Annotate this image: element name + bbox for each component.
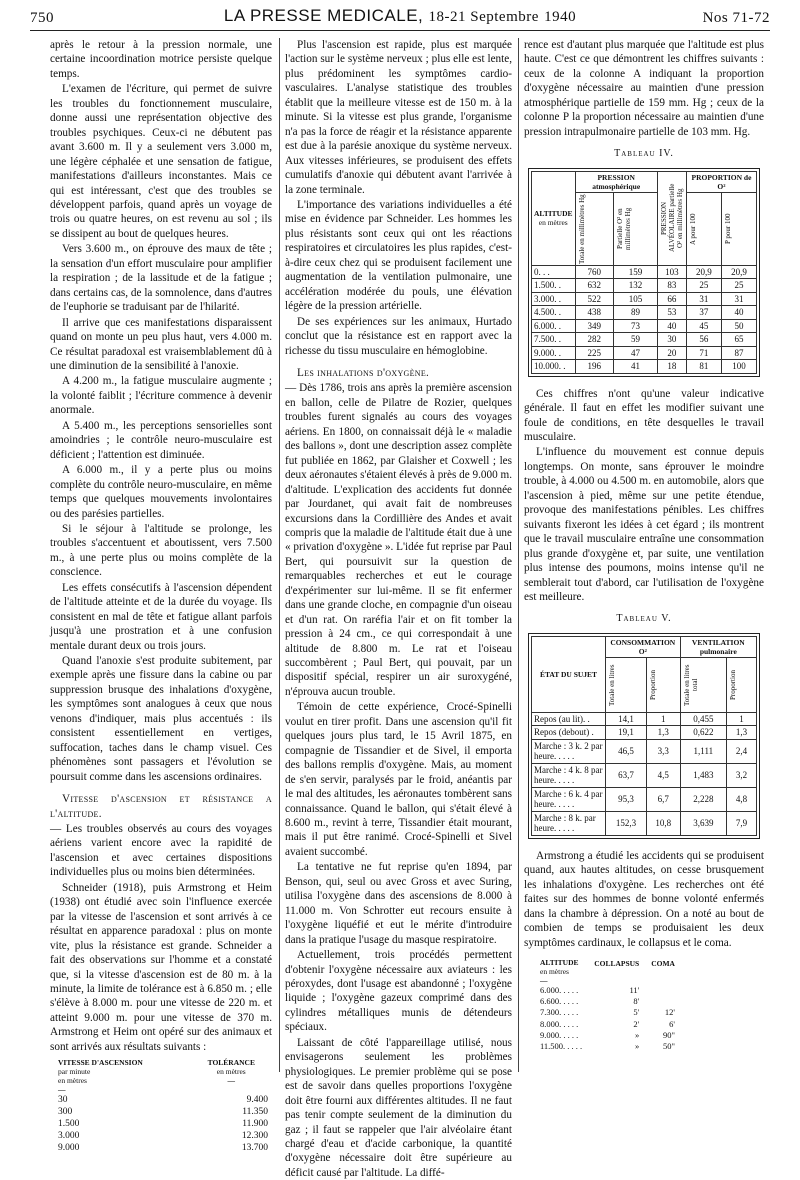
table-cell: 282: [575, 333, 614, 347]
table-row: [54, 1094, 272, 1106]
table-row: [532, 739, 757, 763]
table-cell: 87: [721, 346, 756, 360]
table-cell: 9.000. . . . .: [540, 1029, 579, 1040]
table-row: [534, 1030, 681, 1041]
table-row: [54, 1130, 272, 1142]
table-cell: 6': [669, 1018, 675, 1029]
table-cell: 18: [657, 360, 686, 374]
table-cell: 152,3: [605, 811, 646, 835]
table-cell: 19,1: [605, 726, 646, 740]
table-row: [534, 996, 681, 1007]
column-divider: [518, 38, 519, 1072]
table-cell: 7.300. . . . .: [540, 1007, 579, 1018]
table-row: [532, 346, 757, 360]
table-cell: 159: [614, 265, 658, 279]
table-cell: 81: [686, 360, 721, 374]
table-cell: 1,3: [646, 726, 680, 740]
table-cell: 10,8: [646, 811, 680, 835]
paragraph: Laissant de côté l'appareillage utilisé, nous envisagerons seulement les problèmes physiologiques. Le premier problème qui se pose est de savoir dans quelles proportions l'oxygène doit être fourni aux différentes altitudes. Il ne faut pas tenir compte seulement de la diminution du gaz ; il faut se rappeler que l'air alvéolaire étant chargé d'eau et d'acide carbonique, la quantité d'oxygène nécessaire doit être supérieure au déficit causé par l'altitude. La diffé-: [285, 1036, 512, 1179]
table-cell: 760: [575, 265, 614, 279]
table-cell: 66: [657, 292, 686, 306]
paragraph: rence est d'autant plus marquée que l'altitude est plus haute. C'est ce que démontrent les chiffres suivants : ceux de la colonne A indiquant la proportion d'oxygène nécessaire au maintien d'une pression atmosphérique partielle de 159 mm. Hg ; ceux de la colonne P la proportion nécessaire au maintien d'une pression intrapulmonaire partielle de 103 mm. Hg.: [524, 39, 764, 138]
table-cell: 12.300: [241, 1131, 268, 1142]
paragraph: L'importance des variations individuelles a été mise en évidence par Schneider. Les hommes les plus résistants sont ceux qui ont les réactions respiratoires et circulatoires les plus rapides, c'est-à-dire ceux chez qui se produisent facilement une augmentation de la ventilation pulmonaire, une accélération modérée du pouls, une élévation légère de la pression artérielle.: [285, 198, 512, 313]
table-cell: 522: [575, 292, 614, 306]
table-cell: 56: [686, 333, 721, 347]
table-cell: 1.500: [58, 1119, 80, 1130]
table-caption: Tableau V.: [616, 613, 672, 625]
paragraph: Témoin de cette expérience, Crocé-Spinelli voulut en tirer profit. Dans une ascension qu'il fit quelques jours plus tard, le 15 Avril 1875, en compagnie de Tissandier et de Sivel, il emporta des ballons remplis d'oxygène. Mais, au moment de s'en servir, paralysés par le froid, anéantis par le mal des altitudes, les aéronautes tombèrent sans connaissance. Quand le ballon, qui s'était élevé à 8.600 m., revint à terre, Tissandier était mourant, mais il put être ranimé. Crocé-Spinelli et Sivel avaient succombé.: [285, 701, 512, 858]
paragraph: Il arrive que ces manifestations disparaissent quand on monte un peu plus haut, vers 4.000 m. Ce résultat paradoxal est vraisemblablement dû à une diminution de la sensibilité à l'anoxie.: [50, 316, 272, 372]
table-cell: Marche : 4 k. 8 par heure. . . . .: [532, 763, 606, 787]
table-cell: 63,7: [605, 763, 646, 787]
paragraph: Vers 3.600 m., on éprouve des maux de tête ; la sensation d'un effort musculaire pour amplifier la respiration ; de la lassitude et de la fatigue ; dans certains cas, de la somnolence, dans d'autres de l'euphorie se traduisant par de l'hilarité.: [50, 243, 272, 314]
table-row: [532, 306, 757, 320]
table-row: [532, 360, 757, 374]
table-cell: 438: [575, 306, 614, 320]
table-caption: Tableau IV.: [614, 148, 674, 160]
table-cell: 0,622: [680, 726, 726, 740]
table-cell: 225: [575, 346, 614, 360]
table-cell: »: [634, 1029, 640, 1040]
table-cell: 7.500. .: [532, 333, 576, 347]
table-cell: 5': [633, 1007, 640, 1018]
table-cell: 37: [686, 306, 721, 320]
table-cell: 7,9: [727, 811, 757, 835]
paragraph: Les effets consécutifs à l'ascension dépendent de l'altitude atteinte et de la durée du voyage. Ils consistent en mal de tête et fatigue allant parfois jusqu'à une prostration et à une confusion mentale durant deux ou trois jours.: [50, 581, 272, 652]
paragraph: Plus l'ascension est rapide, plus est marquée l'action sur le système nerveux ; plus elle est lente, plus prédominent les symptômes cardio-vasculaires. L'analyse statistique des troubles établit que la meilleure vitesse est de 150 m. à la minute. Si la vitesse est plus grande, l'organisme n'a pas la force de réagir et la résistance apparente est due à la parésie anoxique du système nerveux. Aux vitesses inférieures, se produisent des effets cumulatifs d'anoxie qui débutent avant l'arrivée à la zone terminale.: [285, 39, 512, 196]
table-cell: 1,111: [680, 739, 726, 763]
header-rule: [30, 30, 770, 31]
table-cell: 31: [721, 292, 756, 306]
table-cell: 9.000: [58, 1143, 80, 1154]
paragraph: A 5.400 m., les perceptions sensorielles sont amoindries ; le contrôle neuro-musculaire est déficient ; l'attention est diminuée.: [50, 419, 272, 461]
table-row: [54, 1106, 272, 1118]
table-row: [532, 811, 757, 835]
paragraph: — Les troubles observés au cours des voyages aériens varient encore avec la rapidité de l'ascension et avec certaines dispositions individuelles plus ou moins bien déterminées.: [50, 823, 272, 879]
table-cell: 12': [664, 1007, 675, 1018]
table-cell: Marche : 3 k. 2 par heure. . . . .: [532, 739, 606, 763]
paragraph: Armstrong a étudié les accidents qui se produisent quand, aux hautes altitudes, on cesse brusquement les inhalations d'oxygène. Les recherches ont été faites sur des hommes de bonne volonté enfermés dans la chambre à dépression. On a noté au bout de combien de temps se produisaient les deux symptômes cardinaux, le collapsus et le coma.: [524, 849, 764, 949]
table-cell: 95,3: [605, 787, 646, 811]
table-row: [532, 292, 757, 306]
table-row: [532, 726, 757, 740]
paragraph: L'examen de l'écriture, qui permet de suivre les troubles du fonctionnement musculaire, donne aussi une représentation objective des troubles psychiques. Ceux-ci ne débutent pas avant 3.600 m. Il y a seulement vers 3.000 m, une légère céphalée et une sensation de fatigue, manifestations d'ailleurs inconstantes. Mais ce qui est intéressant, c'est que des troubles se développent parfois, quand après un voyage de trois ou quatre heures, on est revenu au sol ; ils se dissipent au bout de quelques heures.: [50, 83, 272, 240]
table-cell: 41: [614, 360, 658, 374]
table-cell: [645, 985, 681, 996]
table-cell: 25: [721, 279, 756, 293]
table-cell: 45: [686, 319, 721, 333]
table-row: [54, 1118, 272, 1130]
table-row: [534, 1041, 681, 1052]
paragraph: Schneider (1918), puis Armstrong et Heim (1938) ont étudié avec soin l'influence exercée par la vitesse de l'ascension et sont arrivés à ce résultat en apparence paradoxal : plus on monte vite, plus la résistance est grande. Schneider a fait des observations sur l'homme et a constaté que, si la vitesse d'ascension est de 80 m. à la minute, la limite de tolérance est à 6.850 m. ; elle s'élève à 8.000 m. pour une vitesse de 220 m. et atteint 9.000 m. pour une vitesse de 370 m. Armstrong et Heim ont opéré sur des animaux et sont arrivés aux résultats suivants :: [50, 881, 272, 1053]
table-cell: 50: [721, 319, 756, 333]
paragraph: après le retour à la pression normale, une certaine incoordination motrice persiste quelque temps.: [50, 39, 272, 80]
table-cell: 9.400: [246, 1095, 268, 1106]
table-cell: 103: [657, 265, 686, 279]
table-cell: 25: [686, 279, 721, 293]
table-cell: 11': [629, 985, 640, 996]
paragraph: A 4.200 m., la fatigue musculaire augmente ; la volonté faiblit ; l'écriture commence à devenir anormale.: [50, 375, 272, 417]
table-row: [532, 787, 757, 811]
table-cell: 9.000. .: [532, 346, 576, 360]
table-v: ÉTAT DU SUJET CONSOMMATION O² VENTILATION pulmonaire Totale en litres Proportion Totale en litres total Proportion Repos (au lit). . 14,1 1 0,455 1 Repos (debout) . 19,1 1,3 0,622 1,3 Marche : 3 k. 2 par heure. . . . . 46,5 3,3 1,111 2,4 Marche : 4 k. 8 par heure. . . . . 63,7 4,5 1,483 3,2 Marche : 6 k. 4 par heure. . . . . 95,3 6,7 2,228 4,8 Marche : 8 k. par heure. . . . . 152,3 10,8 3,639 7,9: [528, 633, 760, 839]
table-cell: 4,8: [727, 787, 757, 811]
table-row: [532, 333, 757, 347]
paragraph: A 6.000 m., il y a perte plus ou moins complète du contrôle neuro-musculaire, en même temps que quelques mouvements involontaires ou des parésies partielles.: [50, 464, 272, 520]
table-iv: ALTITUDE en mètres PRESSION atmosphérique PRESSION ALVÉOLAIRE partielle O² en millimètres Hg PROPORTION de O² Totale en millimètres Hg Partielle O² en millimètres Hg A pour 100 P pour 100 0. . . 760 159 103 20,9 20,9 1.500. . 632 132 83 25 25 3.000. . 522 105 66 31 31 4.500. . 438 89 53 37 40 6.000. . 349 73 40 45 50 7.500. . 282 59 30 56 65 9.000. . 225 47 20 71 87 10.000. . 196 41 18 81 100: [528, 168, 760, 377]
table-cell: [645, 996, 681, 1007]
column-divider: [279, 38, 280, 1072]
paragraph: De ses expériences sur les animaux, Hurtado conclut que la résistance est en rapport avec la richesse du tissu musculaire en hémoglobine.: [285, 315, 512, 357]
table-cell: 1,483: [680, 763, 726, 787]
table-row: [532, 319, 757, 333]
table-cell: 3,639: [680, 811, 726, 835]
table-cell: 6.000. . . . .: [540, 985, 579, 996]
table-cell: 0,455: [680, 712, 726, 726]
table-cell: 30: [657, 333, 686, 347]
table-cell: 13.700: [241, 1143, 268, 1154]
table-cell: 46,5: [605, 739, 646, 763]
table-cell: 40: [721, 306, 756, 320]
table-cell: 2,228: [680, 787, 726, 811]
section-heading: Les inhalations d'oxygène.: [297, 366, 430, 379]
table-row: [534, 985, 681, 996]
table-cell: 3,3: [646, 739, 680, 763]
column-3: [524, 38, 764, 1080]
table-cell: 30: [58, 1095, 68, 1106]
table-cell: 2,4: [727, 739, 757, 763]
table-cell: 47: [614, 346, 658, 360]
table-cell: 100: [721, 360, 756, 374]
table-cell: 11.900: [242, 1119, 268, 1130]
journal-title: LA PRESSE MEDICALE, 18-21 Septembre 1940: [223, 6, 577, 25]
table-cell: 196: [575, 360, 614, 374]
table-cell: 89: [614, 306, 658, 320]
table-cell: 59: [614, 333, 658, 347]
table-cell: 20: [657, 346, 686, 360]
table-cell: 3,2: [727, 763, 757, 787]
table-cell: 632: [575, 279, 614, 293]
table-cell: 349: [575, 319, 614, 333]
table-cell: 6.000. .: [532, 319, 576, 333]
table-cell: 50": [662, 1041, 675, 1052]
table-cell: 4,5: [646, 763, 680, 787]
table-cell: 10.000. .: [532, 360, 576, 374]
table-cell: 1,3: [727, 726, 757, 740]
issue-number: Nos 71-72: [702, 10, 770, 26]
table-cell: 1: [646, 712, 680, 726]
table-cell: 132: [614, 279, 658, 293]
table-cell: 1.500. .: [532, 279, 576, 293]
paragraph: Si le séjour à l'altitude se prolonge, les troubles s'accentuent et aboutissent, vers 7.500 m., à une perte plus ou moins complète de la conscience.: [50, 522, 272, 579]
section-heading: Vitesse d'ascension et résistance a l'altitude.: [50, 793, 272, 820]
table-row: [534, 1019, 681, 1030]
column-2: [285, 38, 512, 1179]
table-cell: 83: [657, 279, 686, 293]
table-row: [532, 265, 757, 279]
table-cell: 300: [58, 1107, 73, 1118]
paragraph: — Dès 1786, trois ans après la première ascension en ballon, celle de Pilatre de Rozier, quelques troubles furent signalés au cours des voyages aériens. En 1800, on connaissait déjà le « maladie des ballons », dont une description assez complète fut publiée en 1862, par Glaisher et Coxwell ; les deux aéronautes s'étaient élevés à près de 9.000 m. d'altitude. L'explication des accidents fut donnée par Jourdanet, qui avait fait de nombreuses excursions dans la Cordillière des Andes et avait compris que la maladie de l'altitude était due à une « privation d'oxygène ». L'idée fut reprise par Paul Bert, qui poursuivit sur la question de remarquables recherches et eut le courage d'expérimenter sur lui-même. Il se fit enfermer dans une grande cloche, en compagnie d'un oiseau et d'un rat. On raréfia l'air et on fit tomber la pression à 24 cm., ce qui correspondait à une altitude de 8.800 m. Le rat et l'oiseau succombèrent ; Paul Bert, qui pouvait, par un dispositif spécial, respirer un air suroxygéné, n'éprouva aucun trouble.: [285, 382, 512, 698]
table-row: [532, 763, 757, 787]
table-cell: Repos (au lit). .: [532, 712, 606, 726]
table-cell: »: [634, 1041, 640, 1052]
table-cell: 20,9: [686, 265, 721, 279]
table-cell: 11.500. . . . .: [540, 1041, 583, 1052]
table-cell: Marche : 6 k. 4 par heure. . . . .: [532, 787, 606, 811]
table-cell: 8': [633, 996, 640, 1007]
table-row: [534, 1007, 681, 1018]
table-cell: 4.500. .: [532, 306, 576, 320]
table-row: [532, 712, 757, 726]
table-cell: 3.000. .: [532, 292, 576, 306]
table-cell: 6.600. . . . .: [540, 996, 579, 1007]
table-cell: 14,1: [605, 712, 646, 726]
table-cell: 31: [686, 292, 721, 306]
page-header: [30, 6, 770, 32]
table-cell: 2': [633, 1018, 640, 1029]
table-cell: 90": [662, 1029, 675, 1040]
table-cell: 8.000. . . . .: [540, 1018, 579, 1029]
table-cell: 73: [614, 319, 658, 333]
table-row: [54, 1142, 272, 1154]
paragraph: L'influence du mouvement est connue depuis longtemps. On monte, sans éprouver le moindre trouble, à 4.000 ou 4.500 m. en automobile, alors que l'ascension à pied, même sur une petite étendue, provoque des manifestations pénibles. Les chiffres suivants fixeront les idées à cet égard ; ils montrent que le travail musculaire entraîne une consommation plus grande d'oxygène et, par suite, une ventilation plus intense des poumons, moins intense qu'il ne semblerait tout d'abord, car l'utilisation de l'oxygène est meilleure.: [524, 446, 764, 603]
paragraph: Ces chiffres n'ont qu'une valeur indicative générale. Il faut en effet les modifier suivant une foule de conditions, en tête desquelles le travail musculaire.: [524, 387, 764, 443]
table-cell: 11.350: [242, 1107, 268, 1118]
table-cell: 53: [657, 306, 686, 320]
table-cell: Marche : 8 k. par heure. . . . .: [532, 811, 606, 835]
table-cell: 0. . .: [532, 265, 576, 279]
table-cell: Repos (debout) .: [532, 726, 606, 740]
table-row: [532, 279, 757, 293]
paragraph: Actuellement, trois procédés permettent d'obtenir l'oxygène nécessaire aux aviateurs : les péroxydes, dont l'usage est abandonné ; l'oxygène liquide ; l'oxygène gazeux comprimé dans des cylindres métalliques munis de détendeurs spéciaux.: [285, 949, 512, 1034]
table-cell: 40: [657, 319, 686, 333]
paragraph: Quand l'anoxie s'est produite subitement, par exemple après une fissure dans la cabine ou par suppression brusque des inhalations d'oxygène, les symptômes sont analogues à ceux que nous venons d'indiquer, mais plus accentués : ils consistent essentiellement en vertiges, suffocation, taches dans le champ visuel. Ces phénomènes sont passagers et l'évolution se poursuit comme dans les ascensions ordinaires.: [50, 655, 272, 783]
table-cell: 71: [686, 346, 721, 360]
table-cell: 20,9: [721, 265, 756, 279]
table-cell: 65: [721, 333, 756, 347]
page-number: 750: [30, 10, 54, 26]
column-1: [50, 38, 272, 1154]
collapse-coma-table: ALTITUDE en mètres — COLLAPSUS COMA 6.000. . . . . 11' 6.600. . . . . 8' 7.300. . . . . 5' 12' 8.000. . . . . 2' 6' 9.000. . . . . » 90" 11.500. . . . . » 50": [534, 958, 764, 1052]
paragraph: La tentative ne fut reprise qu'en 1894, par Benson, qui, seul ou avec Gross et avec Suring, utilisa l'oxygène dans des ascensions de 8.000 à 11.000 m. Von Schrotter eut recours ensuite à l'oxygène liquéfié et eut le mérite d'introduire dans la pratique l'usage du masque respiratoire.: [285, 861, 512, 946]
table-cell: 105: [614, 292, 658, 306]
table-cell: 3.000: [58, 1131, 80, 1142]
speed-tolerance-table: VITESSE D'ASCENSION par minute en mètres — TOLÉRANCE en mètres — 30 9.400 300 11.350 1.500 11.900 3.000 12.300 9.000 13.700: [54, 1058, 272, 1154]
table-cell: 6,7: [646, 787, 680, 811]
table-cell: 1: [727, 712, 757, 726]
